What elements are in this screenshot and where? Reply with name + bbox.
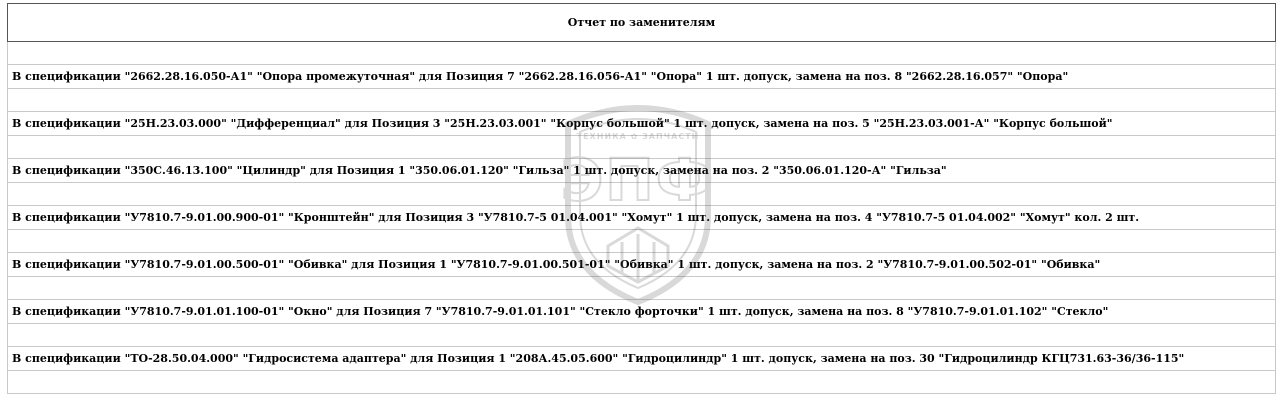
report-title-row [8,4,1276,42]
spacer-row [8,89,1276,112]
report-entry-text: В спецификации "2662.28.16.050-А1" "Опора промежуточная" для Позиция 7 "2662.28.16.056-А1" "Опора" 1 шт. допуск, замена на поз. 8 "2662.28.16.057" "Опора" [8,65,1276,89]
report-entry-row [8,65,1276,89]
spacer-row [8,230,1276,253]
watermark-logo-text: ЭПФ [560,146,716,214]
spacer-row [8,324,1276,347]
report-title: Отчет по заменителям [8,4,1276,42]
report-entry-text: В спецификации "У7810.7-9.01.00.900-01" "Кронштейн" для Позиция 3 "У7810.7-5 01.04.001" "Хомут" 1 шт. допуск, замена на поз. 4 "У7810.7-5 01.04.002" "Хомут" кол. 2 шт. [8,206,1276,230]
report-entry-text: В спецификации "ТО-28.50.04.000" "Гидросистема адаптера" для Позиция 1 "208А.45.05.600" "Гидроцилиндр" 1 шт. допуск, замена на поз. 30 "Гидроцилиндр КГЦ731.63-36/36-115" [8,347,1276,371]
substitutes-report-table [7,3,1276,394]
report-entry-row [8,159,1276,183]
watermark-tagline: ТЕХНИКА ✿ ЗАПЧАСТИ [576,132,700,141]
report-entry-text: В спецификации "У7810.7-9.01.01.100-01" "Окно" для Позиция 7 "У7810.7-9.01.01.101" "Стекло форточки" 1 шт. допуск, замена на поз. 8 "У7810.7-9.01.01.102" "Стекло" [8,300,1276,324]
report-entry-row [8,347,1276,371]
spacer-row [8,136,1276,159]
report-entry-text: В спецификации "У7810.7-9.01.00.500-01" "Обивка" для Позиция 1 "У7810.7-9.01.00.501-01" "Обивка" 1 шт. допуск, замена на поз. 2 "У7810.7-9.01.00.502-01" "Обивка" [8,253,1276,277]
report-entry-row [8,206,1276,230]
spacer-row [8,183,1276,206]
spacer-row [8,42,1276,65]
report-entry-text: В спецификации "25Н.23.03.000" "Дифференциал" для Позиция 3 "25Н.23.03.001" "Корпус большой" 1 шт. допуск, замена на поз. 5 "25Н.23.03.001-А" "Корпус большой" [8,112,1276,136]
spacer-row [8,277,1276,300]
report-entry-row [8,253,1276,277]
spacer-row [8,371,1276,394]
report-entry-text: В спецификации "350С.46.13.100" "Цилиндр" для Позиция 1 "350.06.01.120" "Гильза" 1 шт. допуск, замена на поз. 2 "350.06.01.120-А" "Гильза" [8,159,1276,183]
report-entry-row [8,112,1276,136]
report-entry-row [8,300,1276,324]
